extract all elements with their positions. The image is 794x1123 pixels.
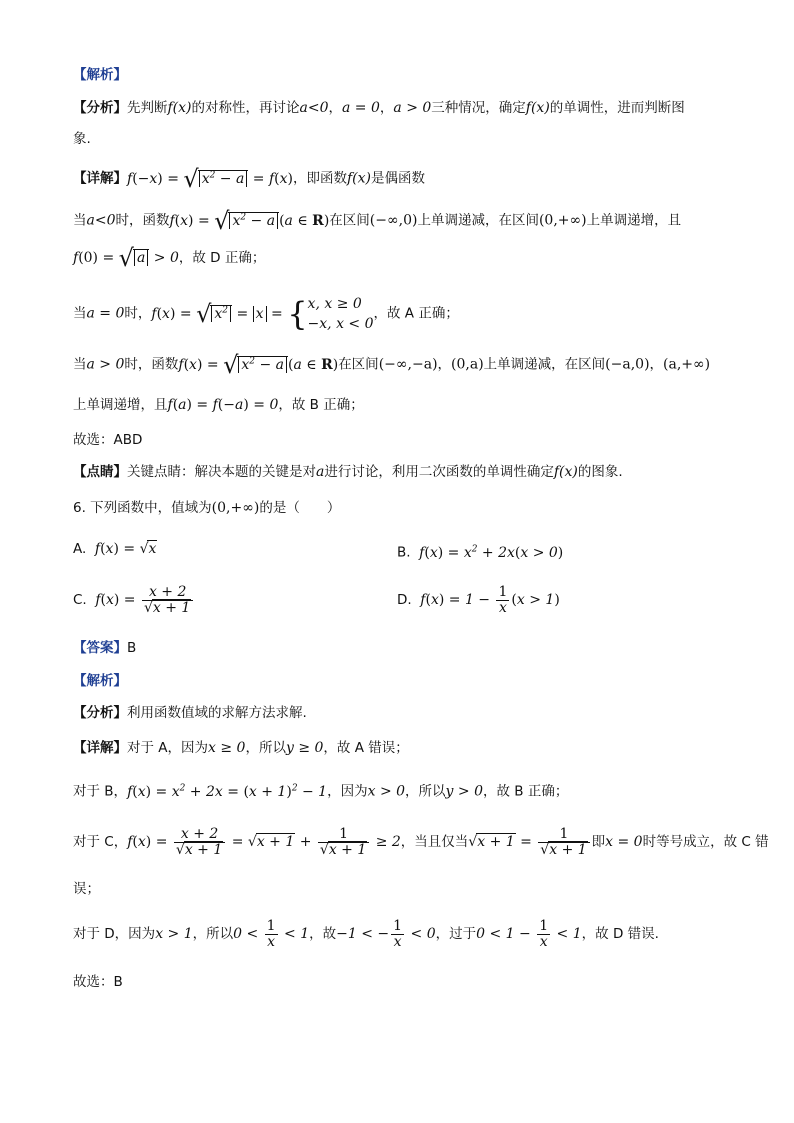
question-6-stem: 6. 下列函数中，值域为(0,+∞)的是（ ） xyxy=(73,500,341,516)
option-a: A. f(x) = √x xyxy=(73,541,157,557)
analysis-line: 【分析】先判断f(x)的对称性，再讨论a<0，a = 0，a > 0三种情况，确定f(x)的单调性，进而判断图 xyxy=(73,100,685,116)
case-neg-line: 当a<0时，函数f(x) = √ $x^2 - a$ (a ∈ R)在区间(−∞,0)上单调递减，在区间(0,+∞)上单调递增，且 xyxy=(73,206,682,235)
formula-even: f(−x) = √ $x^2 - a = f(x)$ xyxy=(127,164,293,193)
case-neg-line-2: f(0) = √ a > 0，故 D 正确； xyxy=(73,244,266,272)
detail-a-line: 【详解】对于 A，因为x ≥ 0，所以y ≥ 0，故 A 错误； xyxy=(73,740,409,756)
option-c: C. f(x) = $\frac{x + 2}{√x + 1}$ xyxy=(73,580,195,620)
detail-label: 【详解】 xyxy=(73,170,127,187)
formula-fx-def-2: f(x) = √ $x^2 - a$ (a ∈ R) xyxy=(178,350,339,379)
analysis-label: 【分析】 xyxy=(73,100,127,116)
formula-f0: f(0) = √ a > 0 xyxy=(73,244,179,272)
option-c-formula: f(x) = $\frac{x + 2}{√x + 1}$ xyxy=(95,592,195,608)
option-d-formula: f(x) = 1 − $\frac{1}{x}$ (x > 1) xyxy=(420,583,560,616)
detail-d-line: 对于 D，因为x > 1，所以0 < $\frac{1}{x}$ < 1，故−1 < − $\frac{1}{x}$ < 0，过于0 < 1 − $\frac{1}{x}$ < 1，故 D 错误. xyxy=(73,917,659,950)
option-b-formula: $f(x) = x^2 + 2x(x > 0)$ xyxy=(419,544,564,561)
answer-line: 故选：ABD xyxy=(73,432,143,448)
answer-label: 【答案】 xyxy=(73,640,127,656)
analysis-line-2: 象. xyxy=(73,131,91,147)
option-d: D. f(x) = 1 − $\frac{1}{x}$ (x > 1) xyxy=(397,583,560,616)
option-b: B. $f(x) = x^2 + 2x(x > 0)$ xyxy=(397,544,564,561)
formula-abs: f(x) = √ $x^2 = x$ = { x, x ≥ 0 −x, x < 0 xyxy=(151,294,374,333)
case-pos-line-2: 上单调递增，且f(a) = f(−a) = 0，故 B 正确； xyxy=(73,397,364,413)
solution-heading: 【解析】 xyxy=(73,67,127,83)
analysis-6-line: 【分析】利用函数值域的求解方法求解. xyxy=(73,705,307,721)
detail-c-line-2: 误； xyxy=(73,881,100,897)
formula-fa: f(a) = f(−a) = 0 xyxy=(167,397,279,413)
detail-b-line: 对于 B，$f(x) = x^2 + 2x = (x + 1)^2 - 1$，因为x > 0，所以y > 0，故 B 正确； xyxy=(73,783,569,800)
case-pos-line: 当a > 0时，函数f(x) = √ $x^2 - a$ (a ∈ R)在区间(−∞,−a)，(0,a)上单调递减，在区间(−a,0)，(a,+∞) xyxy=(73,350,711,379)
answer-6-line: 【答案】B xyxy=(73,640,137,656)
remark-line: 【点睛】关键点睛：解决本题的关键是对a进行讨论，利用二次函数的单调性确定f(x)的图象. xyxy=(73,464,623,480)
remark-label: 【点睛】 xyxy=(73,464,127,480)
detail-line: 【详解】f(−x) = √ $x^2 - a = f(x)$，即函数f(x)是偶函数 xyxy=(73,164,425,193)
option-a-formula: f(x) = √x xyxy=(94,541,157,557)
case-zero-line: 当a = 0时，f(x) = √ $x^2 = x$ = { x, x ≥ 0 −x, x < 0 ，故 A 正确； xyxy=(73,294,459,333)
detail-c-line: 对于 C，f(x) = $\frac{x + 2}{√x + 1}$ = √x + 1 + $\frac{1}{√x + 1}$ ≥ 2，当且仅当√x + 1 = $\frac{1}{√x + 1}$ 即x = 0时等号成立，故 C 错 xyxy=(73,825,769,858)
formula-fx-def: f(x) = √ $x^2 - a$ (a ∈ R) xyxy=(169,206,330,235)
solution-6-heading: 【解析】 xyxy=(73,673,127,689)
final-answer-line: 故选：B xyxy=(73,974,123,990)
